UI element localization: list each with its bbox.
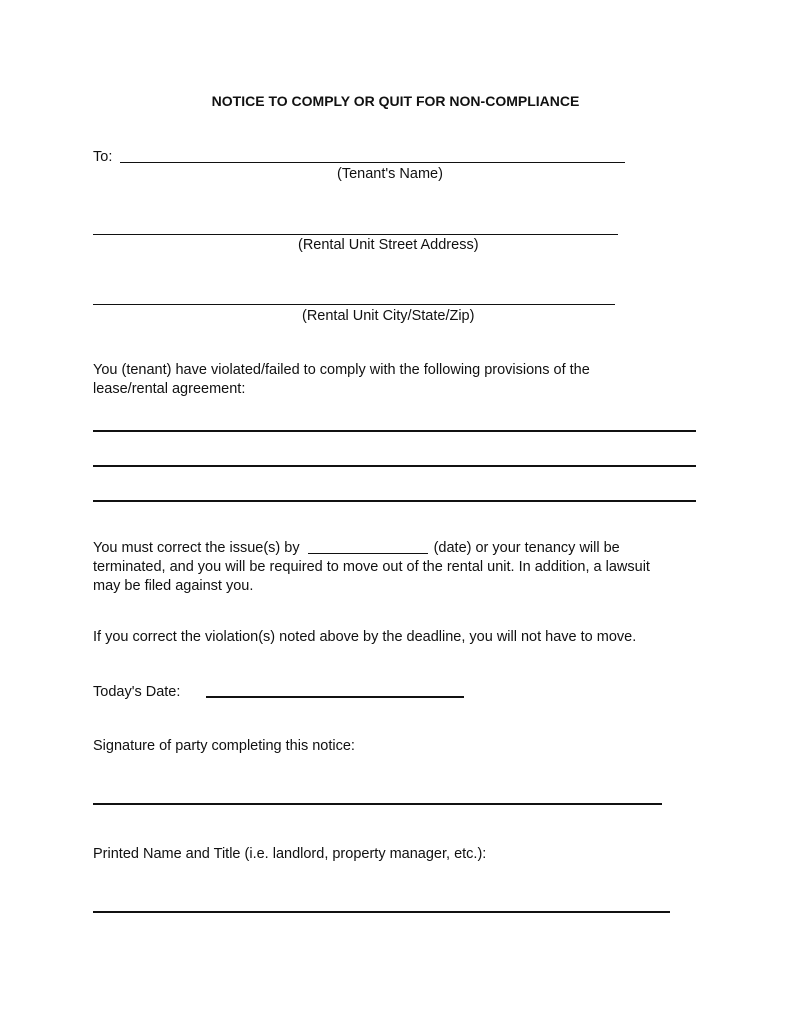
todays-date-field[interactable]: [206, 696, 464, 698]
city-state-zip-caption: (Rental Unit City/State/Zip): [302, 308, 475, 324]
violation-field-line-2[interactable]: [93, 465, 696, 467]
tenant-name-field[interactable]: [120, 162, 625, 163]
printed-name-label: Printed Name and Title (i.e. landlord, property manager, etc.):: [93, 846, 487, 862]
correct-issue-line-1: [93, 539, 620, 558]
tenant-name-caption: (Tenant's Name): [337, 166, 443, 182]
printed-name-field[interactable]: [93, 911, 670, 913]
violation-field-line-3[interactable]: [93, 500, 696, 502]
signature-label: Signature of party completing this notice:: [93, 738, 355, 754]
correct-issue-line-2: terminated, and you will be required to move out of the rental unit. In addition, a lawsuit: [93, 559, 650, 575]
deadline-text: If you correct the violation(s) noted above by the deadline, you will not have to move.: [93, 629, 637, 645]
to-label: To:: [93, 149, 113, 165]
violation-text-line-2: lease/rental agreement:: [93, 381, 246, 397]
street-address-field[interactable]: [93, 234, 618, 235]
correct-issue-line-3: may be filed against you.: [93, 578, 254, 594]
city-state-zip-field[interactable]: [93, 304, 615, 305]
todays-date-label: Today's Date:: [93, 684, 181, 700]
street-address-caption: (Rental Unit Street Address): [298, 237, 479, 253]
violation-field-line-1[interactable]: [93, 430, 696, 432]
correct-issue-text-part-2: (date) or your tenancy will be: [433, 540, 620, 556]
signature-field[interactable]: [93, 803, 662, 805]
violation-text-line-1: You (tenant) have violated/failed to comply with the following provisions of the: [93, 362, 590, 378]
form-title: NOTICE TO COMPLY OR QUIT FOR NON-COMPLIANCE: [211, 93, 580, 109]
correction-date-field[interactable]: [308, 553, 428, 554]
correct-issue-text-part-1: You must correct the issue(s) by: [93, 540, 300, 556]
